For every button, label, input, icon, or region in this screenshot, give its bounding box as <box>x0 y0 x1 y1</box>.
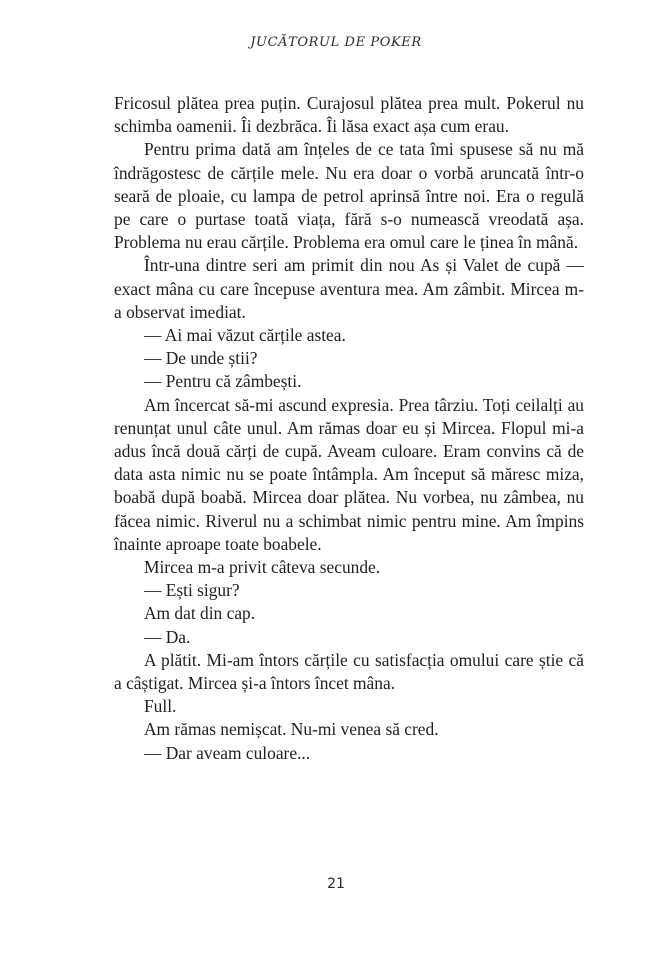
body-text <box>114 92 584 765</box>
page-number: 21 <box>327 876 345 892</box>
dialogue-line: — Dar aveam culoare... <box>144 742 311 763</box>
dialogue-line: — De unde știi? <box>144 348 258 369</box>
dialogue-line: — Da. <box>144 626 191 647</box>
paragraph: Mircea m-a privit câteva secunde. <box>144 557 381 578</box>
paragraph: Pentru prima dată am înțeles de ce tata îmi spusese să nu mă îndrăgostesc de cărțile mele. Nu era doar o vorbă aruncată într-o seară de ploaie, cu lampa de petrol aprinsă între noi. Era o regulă pe care o purtase toată viața, fără s-o numească vreodată așa. Problema nu erau cărțile. Problema era omul care le ținea în mână. <box>114 139 584 253</box>
dialogue-line: — Ești sigur? <box>144 580 240 601</box>
paragraph: A plătit. Mi-am întors cărțile cu satisfacția omului care știe că a câștigat. Mircea și-a întors încet mâna. <box>114 649 584 694</box>
paragraph: Am rămas nemișcat. Nu-mi venea să cred. <box>144 719 439 740</box>
running-head-title: JUCĂTORUL DE POKER <box>250 35 422 50</box>
dialogue-line: — Pentru că zâmbești. <box>144 371 302 392</box>
paragraph: Am încercat să-mi ascund expresia. Prea târziu. Toți ceilalți au renunțat unul câte unul. Am rămas doar eu și Mircea. Flopul mi-a adus încă două cărți de cupă. Aveam culoare. Eram convins că de data asta nimic nu se poate întâmpla. Am început să măresc miza, boabă după boabă. Mircea doar plătea. Nu vorbea, nu zâmbea, nu făcea nimic. Riverul nu a schimbat nimic pentru mine. Am împins înainte aproape toate boabele. <box>114 394 584 554</box>
dialogue-line: — Ai mai văzut cărțile astea. <box>144 325 346 346</box>
paragraph: Fricosul plătea prea puțin. Curajosul plătea prea mult. Pokerul nu schimba oamenii. Îi dezbrăca. Îi lăsa exact așa cum erau. <box>114 93 584 137</box>
paragraph: Am dat din cap. <box>144 603 256 624</box>
paragraph: Într-una dintre seri am primit din nou As și Valet de cupă — exact mâna cu care începuse aventura mea. Am zâmbit. Mircea m-a observat imediat. <box>114 255 584 322</box>
paragraph: Full. <box>144 696 177 717</box>
